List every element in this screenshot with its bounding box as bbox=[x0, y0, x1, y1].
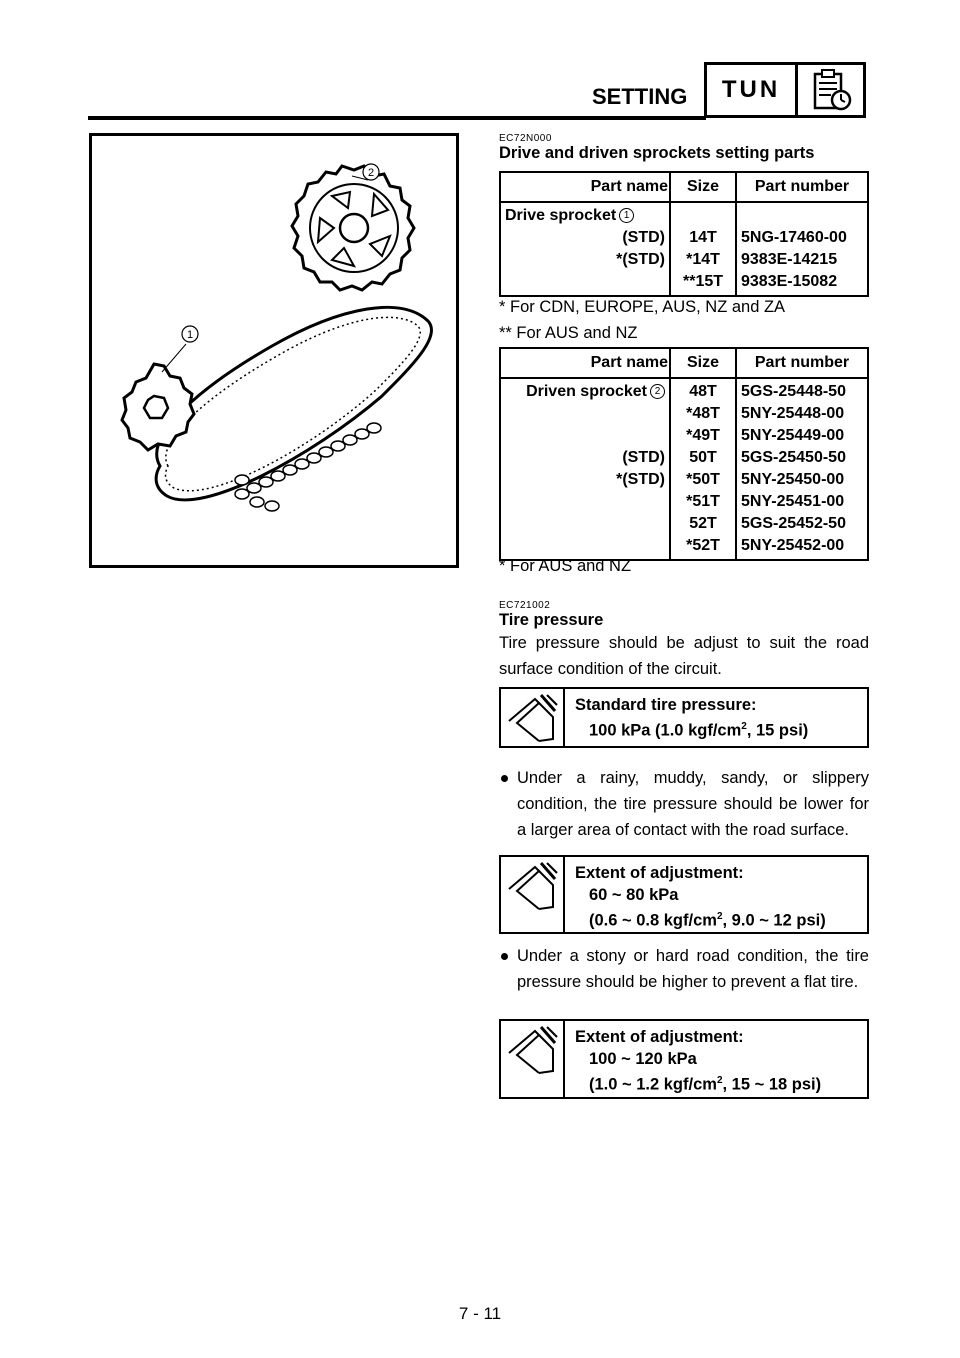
bullet-text: Under a stony or hard road condition, the tire pressure should be higher to prevent a flat tire. bbox=[517, 947, 869, 991]
col-size: Size bbox=[670, 348, 736, 378]
driven-part-number: 5NY-25451-00 bbox=[741, 493, 845, 510]
adjust1-line1: 60 ~ 80 kPa bbox=[589, 886, 679, 904]
driven-size: 50T bbox=[689, 449, 717, 466]
driven-part-number: 5NY-25450-00 bbox=[741, 471, 845, 488]
driven-size: 52T bbox=[689, 515, 717, 532]
driven-note: * For AUS and NZ bbox=[499, 557, 632, 575]
driven-variant bbox=[505, 403, 665, 425]
callout-1: 1 bbox=[186, 329, 194, 341]
driven-size: 48T bbox=[689, 383, 717, 400]
driven-callout: 2 bbox=[650, 384, 665, 399]
col-part-name: Part name bbox=[500, 172, 670, 202]
sprockets-code: EC72N000 bbox=[499, 133, 552, 144]
driven-size-cell bbox=[670, 378, 736, 560]
driven-variant: *(STD) bbox=[616, 471, 665, 488]
adjust1-label: Extent of adjustment: bbox=[575, 864, 744, 882]
driven-size: *51T bbox=[686, 493, 720, 510]
driven-sprocket-table bbox=[499, 347, 869, 561]
tire-section bbox=[499, 600, 869, 682]
driven-name-cell bbox=[500, 378, 670, 560]
drive-size: **15T bbox=[682, 273, 724, 290]
bullet-hard-condition bbox=[499, 943, 869, 995]
driven-part-number: 5GS-25450-50 bbox=[741, 449, 846, 466]
standard-pressure-box bbox=[499, 687, 869, 748]
section-tab bbox=[704, 62, 866, 118]
callout-2: 2 bbox=[367, 167, 375, 179]
drive-size: *14T bbox=[686, 251, 720, 268]
standard-value: 100 kPa (1.0 kgf/cm bbox=[589, 721, 742, 740]
drive-part-number: 9383E-15082 bbox=[741, 273, 838, 290]
driven-variant bbox=[505, 425, 665, 447]
caliper-icon bbox=[501, 1021, 565, 1097]
adjust2-label: Extent of adjustment: bbox=[575, 1028, 744, 1046]
driven-size: *52T bbox=[686, 537, 720, 554]
standard-label: Standard tire pressure: bbox=[575, 696, 757, 714]
bullet-text: Under a rainy, muddy, sandy, or slippery condition, the tire pressure should be lower for a larger area of contact with the road surface. bbox=[517, 769, 869, 839]
driven-size: *50T bbox=[686, 471, 720, 488]
tire-intro: Tire pressure should be adjust to suit the road surface condition of the circuit. bbox=[499, 634, 869, 678]
drive-note: * For CDN, EUROPE, AUS, NZ and ZA bbox=[499, 298, 786, 316]
bullet-wet-condition bbox=[499, 765, 869, 843]
adjust2-line1: 100 ~ 120 kPa bbox=[589, 1050, 697, 1068]
driven-part-number: 5GS-25452-50 bbox=[741, 515, 846, 532]
section-code: TUN bbox=[707, 65, 798, 115]
clipboard-stopwatch-icon bbox=[798, 65, 863, 115]
sprocket-chain-illustration bbox=[89, 133, 459, 568]
bullet-dot bbox=[501, 953, 508, 960]
tire-heading: Tire pressure bbox=[499, 611, 604, 629]
driven-size: *48T bbox=[686, 405, 720, 422]
drive-name-cell bbox=[500, 202, 670, 296]
drive-sprocket-label: Drive sprocket bbox=[505, 207, 617, 224]
adjust2-line2: (1.0 ~ 1.2 kgf/cm bbox=[589, 1075, 717, 1094]
drive-size-cell bbox=[670, 202, 736, 296]
drive-part-number: 5NG-17460-00 bbox=[741, 229, 847, 246]
drive-callout: 1 bbox=[619, 208, 634, 223]
drive-number-cell bbox=[736, 202, 868, 296]
driven-part-number: 5GS-25448-50 bbox=[741, 383, 846, 400]
standard-sup: 2 bbox=[741, 721, 747, 732]
driven-sprocket-label: Driven sprocket bbox=[526, 383, 647, 400]
sprockets-section bbox=[499, 133, 869, 163]
drive-part-number: 9383E-14215 bbox=[741, 251, 838, 268]
adjust2-sup: 2 bbox=[716, 1075, 723, 1086]
adjust1-line2-end: , 9.0 ~ 12 psi) bbox=[722, 911, 826, 930]
col-part-name: Part name bbox=[500, 348, 670, 378]
drive-sprocket-table bbox=[499, 171, 869, 297]
adjust1-line2: (0.6 ~ 0.8 kgf/cm bbox=[589, 911, 717, 930]
bullet-dot bbox=[501, 775, 508, 782]
adjustment-box-2 bbox=[499, 1019, 869, 1099]
standard-value-end: , 15 psi) bbox=[746, 721, 809, 740]
drive-notes bbox=[499, 294, 869, 346]
driven-size: *49T bbox=[686, 427, 720, 444]
driven-part-number: 5NY-25448-00 bbox=[741, 405, 845, 422]
col-size: Size bbox=[670, 172, 736, 202]
drive-variant: *(STD) bbox=[616, 251, 665, 268]
drive-variant: (STD) bbox=[622, 229, 665, 246]
page-number: 7 - 11 bbox=[458, 1304, 502, 1323]
driven-variant: (STD) bbox=[622, 449, 665, 466]
col-part-number: Part number bbox=[736, 348, 868, 378]
adjustment-box-1 bbox=[499, 855, 869, 934]
driven-part-number: 5NY-25449-00 bbox=[741, 427, 845, 444]
adjust1-sup: 2 bbox=[716, 911, 723, 922]
adjust2-line2-end: , 15 ~ 18 psi) bbox=[722, 1075, 822, 1094]
col-part-number: Part number bbox=[736, 172, 868, 202]
driven-part-number: 5NY-25452-00 bbox=[741, 537, 845, 554]
section-title: SETTING bbox=[592, 84, 688, 109]
header-rule bbox=[88, 116, 706, 120]
sprockets-heading: Drive and driven sprockets setting parts bbox=[499, 144, 815, 162]
drive-note: ** For AUS and NZ bbox=[499, 324, 638, 342]
driven-number-cell bbox=[736, 378, 868, 560]
drive-size: 14T bbox=[689, 229, 717, 246]
caliper-icon bbox=[501, 857, 565, 932]
caliper-icon bbox=[501, 689, 565, 746]
tire-code: EC721002 bbox=[499, 600, 551, 611]
